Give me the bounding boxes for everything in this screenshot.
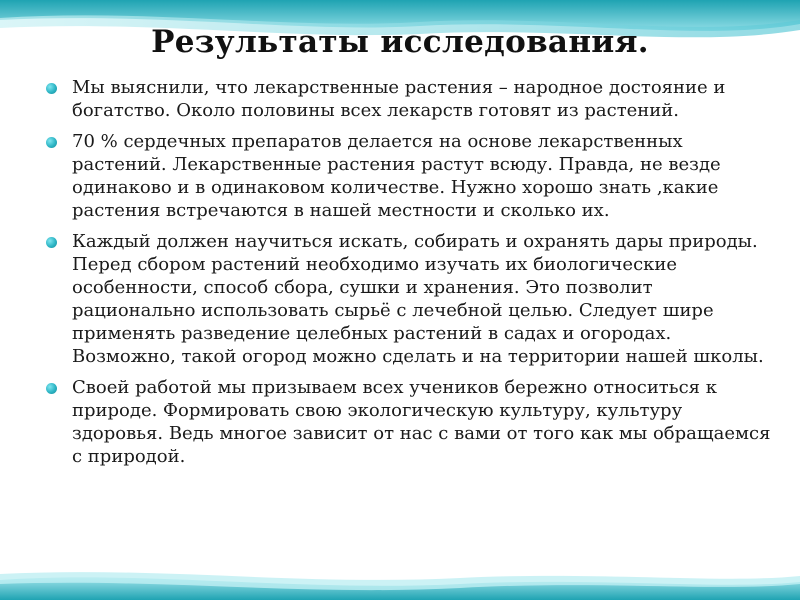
bullet-text: Каждый должен научиться искать, собирать и охранять дары природы. Перед сбором растений необходимо изучать их биологические особенности, способ сбора, сушки и хранения. Это позволит рационально использовать сырьё с лечебной целью. Следует шире применять разведение целебных растений в садах и огородах. Возможно, такой огород можно сделать и на территории нашей школы. [72,231,764,367]
bullet-item [46,76,776,122]
bullet-icon [46,137,57,148]
bullet-icon [46,237,57,248]
bullet-icon [46,383,57,394]
bullet-item [46,130,776,222]
bullet-item [46,230,776,368]
bullet-icon [46,83,57,94]
bullet-text: Своей работой мы призываем всех учеников бережно относиться к природе. Формировать свою экологическую культуру, культуру здоровья. Ведь многое зависит от нас с вами от того как мы обращаемся с природой. [72,377,771,467]
bullet-text: Мы выяснили, что лекарственные растения – народное достояние и богатство. Около половины всех лекарств готовят из растений. [72,77,726,121]
slide-title: Результаты исследования. [151,24,649,60]
bullet-list [46,76,776,476]
bullet-item [46,376,776,468]
bullet-text: 70 % сердечных препаратов делается на основе лекарственных растений. Лекарственные растения растут всюду. Правда, не везде одинаково и в одинаковом количестве. Нужно хорошо знать ,какие растения встречаются в нашей местности и сколько их. [72,131,721,221]
